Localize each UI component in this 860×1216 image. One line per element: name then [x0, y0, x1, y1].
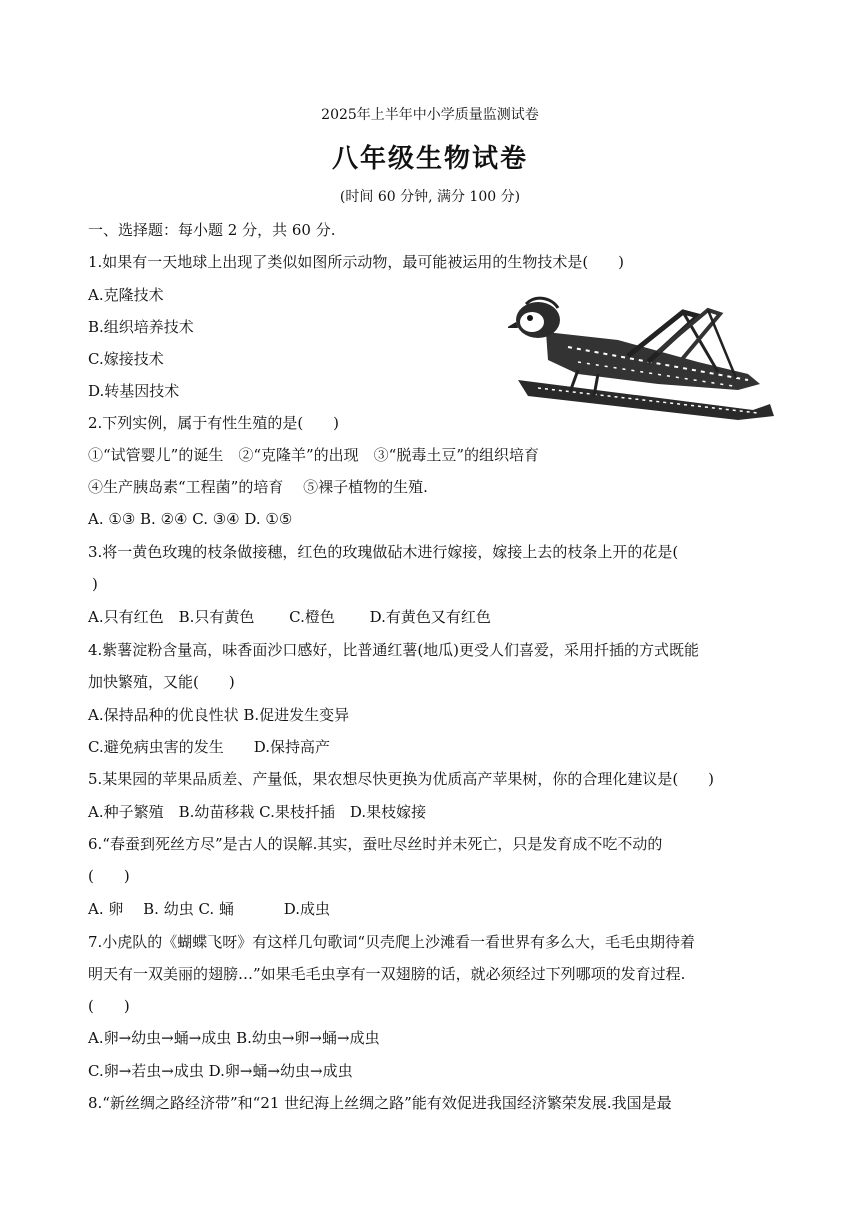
exam-title: 八年级生物试卷	[331, 144, 528, 174]
q6-stem-line2: ( )	[88, 867, 130, 885]
q1-option-c: C.嫁接技术	[88, 350, 164, 368]
q1-option-a: A.克隆技术	[88, 286, 164, 304]
q5-options: A.种子繁殖 B.幼苗移栽 C.果枝扦插 D.果枝嫁接	[88, 803, 427, 821]
q4-stem-line1: 4.紫薯淀粉含量高，味香面沙口感好，比普通红薯(地瓜)更受人们喜爱，采用扦插的方式既能	[88, 641, 700, 659]
q2-options: A. ①③ B. ②④ C. ③④ D. ①⑤	[88, 510, 293, 528]
q7-options-line1: A.卵→幼虫→蛹→成虫 B.幼虫→卵→蛹→成虫	[88, 1029, 380, 1047]
q4-options-line1: A.保持品种的优良性状 B.促进发生变异	[88, 706, 350, 724]
q7-stem-line2: 明天有一双美丽的翅膀…”如果毛毛虫享有一双翅膀的话，就必须经过下列哪项的发育过程.	[88, 965, 686, 983]
q2-stem: 2.下列实例，属于有性生殖的是( )	[88, 414, 340, 432]
q4-stem-line2: 加快繁殖，又能( )	[88, 673, 235, 691]
q6-options: A. 卵 B. 幼虫 C. 蛹 D.成虫	[88, 900, 330, 918]
q1-stem: 1.如果有一天地球上出现了类似如图所示动物，最可能被运用的生物技术是( )	[88, 253, 625, 271]
q3-options: A.只有红色 B.只有黄色 C.橙色 D.有黄色又有红色	[88, 608, 491, 626]
q5-stem: 5.某果园的苹果品质差、产量低，果农想尽快更换为优质高产苹果树，你的合理化建议是( )	[88, 770, 715, 788]
q1-option-d: D.转基因技术	[88, 382, 180, 400]
bird-head-grasshopper-illustration	[508, 292, 776, 426]
q3-stem-line2: )	[92, 575, 98, 593]
q2-items-line2: ④生产胰岛素“工程菌”的培育 ⑤裸子植物的生殖.	[88, 478, 428, 496]
q8-stem-line1: 8.“新丝绸之路经济带”和“21 世纪海上丝绸之路”能有效促进我国经济繁荣发展.我国是最	[88, 1094, 672, 1112]
q4-options-line2: C.避免病虫害的发生 D.保持高产	[88, 738, 330, 756]
q7-stem-line1: 7.小虎队的《蝴蝶飞呀》有这样几句歌词“贝壳爬上沙滩看一看世界有多么大，毛毛虫期待着	[88, 933, 695, 951]
time-note: (时间 60 分钟, 满分 100 分)	[339, 189, 521, 205]
exam-subtitle: 2025年上半年中小学质量监测试卷	[321, 107, 539, 123]
q6-stem-line1: 6.“春蚕到死丝方尽”是古人的误解.其实，蚕吐尽丝时并未死亡，只是发育成不吃不动的	[88, 835, 663, 853]
q2-items-line1: ①“试管婴儿”的诞生 ②“克隆羊”的出现 ③“脱毒土豆”的组织培育	[88, 446, 540, 464]
q7-stem-line3: ( )	[88, 997, 130, 1015]
section-heading: 一、选择题：每小题 2 分，共 60 分.	[88, 221, 336, 239]
q7-options-line2: C.卵→若虫→成虫 D.卵→蛹→幼虫→成虫	[88, 1062, 353, 1080]
q3-stem-line1: 3.将一黄色玫瑰的枝条做接穗，红色的玫瑰做砧木进行嫁接，嫁接上去的枝条上开的花是(	[88, 543, 679, 561]
q1-option-b: B.组织培养技术	[88, 318, 194, 336]
